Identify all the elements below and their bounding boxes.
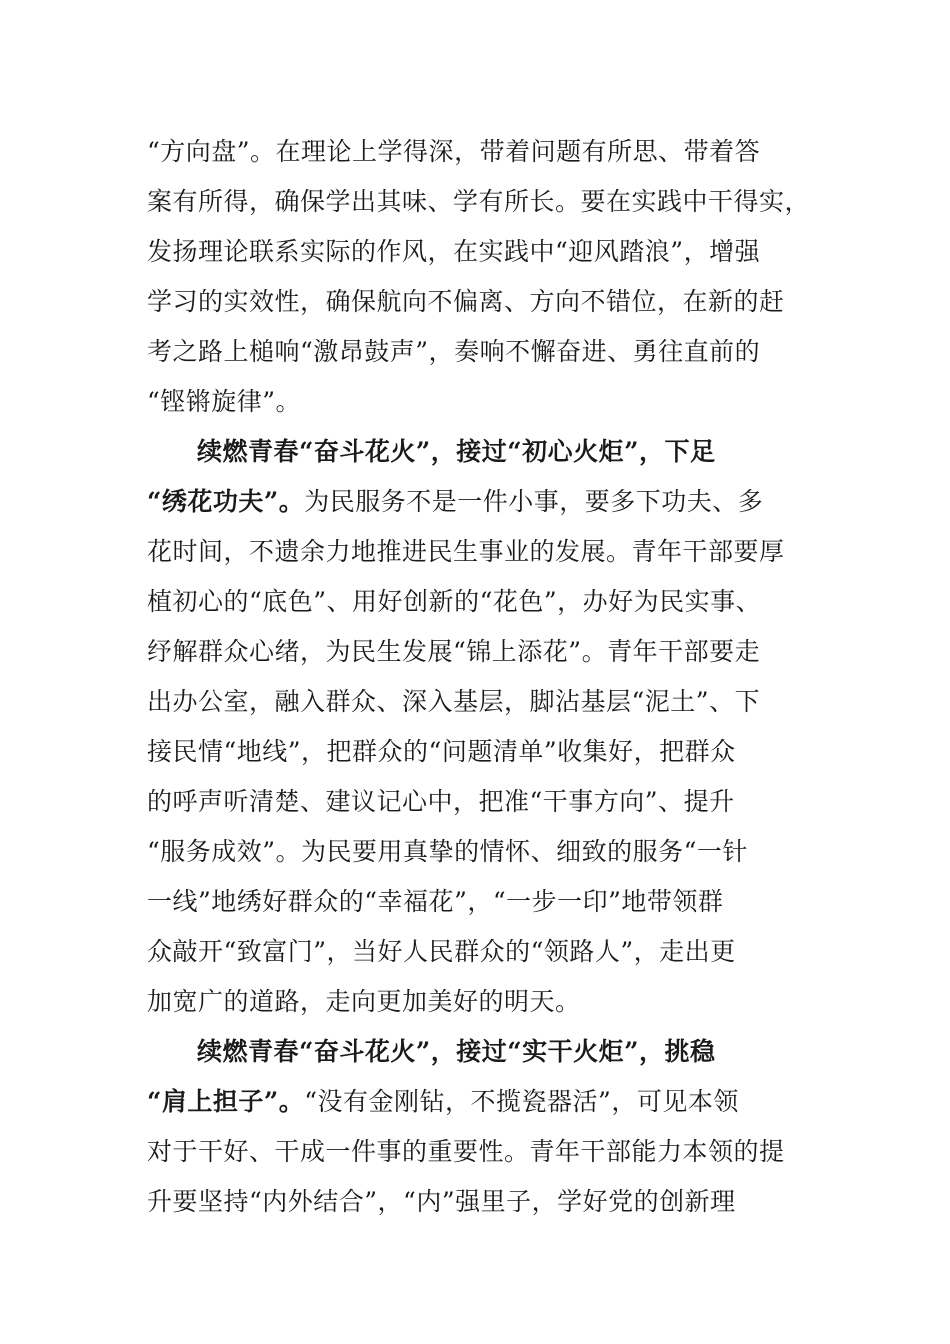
text-line: “铿锵旋律”。	[147, 387, 302, 416]
body-text: 为民服务不是一件小事，要多下功夫、多	[304, 487, 764, 516]
text-line: 出办公室，融入群众、深入基层，脚沾基层“泥土”、下	[147, 687, 761, 716]
text-line: “方向盘”。在理论上学得深，带着问题有所思、带着答	[147, 137, 761, 166]
section-heading: 续燃青春“奋斗花火”，接过“实干火炬”，挑稳	[197, 1037, 716, 1066]
text-line	[147, 477, 807, 527]
text-line: 花时间，不遗余力地推进民生事业的发展。青年干部要厚	[147, 537, 785, 566]
text-line: 一线”地绣好群众的“幸福花”，“一步一印”地带领群	[147, 887, 724, 916]
text-line: 升要坚持“内外结合”，“内”强里子，学好党的创新理	[147, 1187, 736, 1216]
text-line: 加宽广的道路，走向更加美好的明天。	[147, 987, 581, 1016]
text-line: 对于干好、干成一件事的重要性。青年干部能力本领的提	[147, 1137, 785, 1166]
text-line: 发扬理论联系实际的作风，在实践中“迎风踏浪”，增强	[147, 237, 761, 266]
section-heading-end: “肩上担子”。	[147, 1087, 305, 1116]
text-line	[147, 1077, 807, 1127]
text-line: “服务成效”。为民要用真挚的情怀、细致的服务“一针	[147, 837, 748, 866]
text-line: 众敲开“致富门”，当好人民群众的“领路人”，走出更	[147, 937, 736, 966]
text-line: 学习的实效性，确保航向不偏离、方向不错位，在新的赶	[147, 287, 785, 316]
text-line: 的呼声听清楚、建议记心中，把准“干事方向”、提升	[147, 787, 735, 816]
text-line: 案有所得，确保学出其味、学有所长。要在实践中干得实，	[147, 187, 811, 216]
text-line: 考之路上槌响“激昂鼓声”，奏响不懈奋进、勇往直前的	[147, 337, 761, 366]
body-text: “没有金刚钻，不揽瓷器活”，可见本领	[304, 1087, 739, 1116]
text-line: 植初心的“底色”、用好创新的“花色”，办好为民实事、	[147, 587, 762, 616]
section-heading-end: “绣花功夫”。	[147, 487, 305, 516]
text-line: 接民情“地线”，把群众的“问题清单”收集好，把群众	[147, 737, 736, 766]
section-heading: 续燃青春“奋斗花火”，接过“初心火炬”，下足	[197, 437, 716, 466]
text-line: 纾解群众心绪，为民生发展“锦上添花”。青年干部要走	[147, 637, 761, 666]
